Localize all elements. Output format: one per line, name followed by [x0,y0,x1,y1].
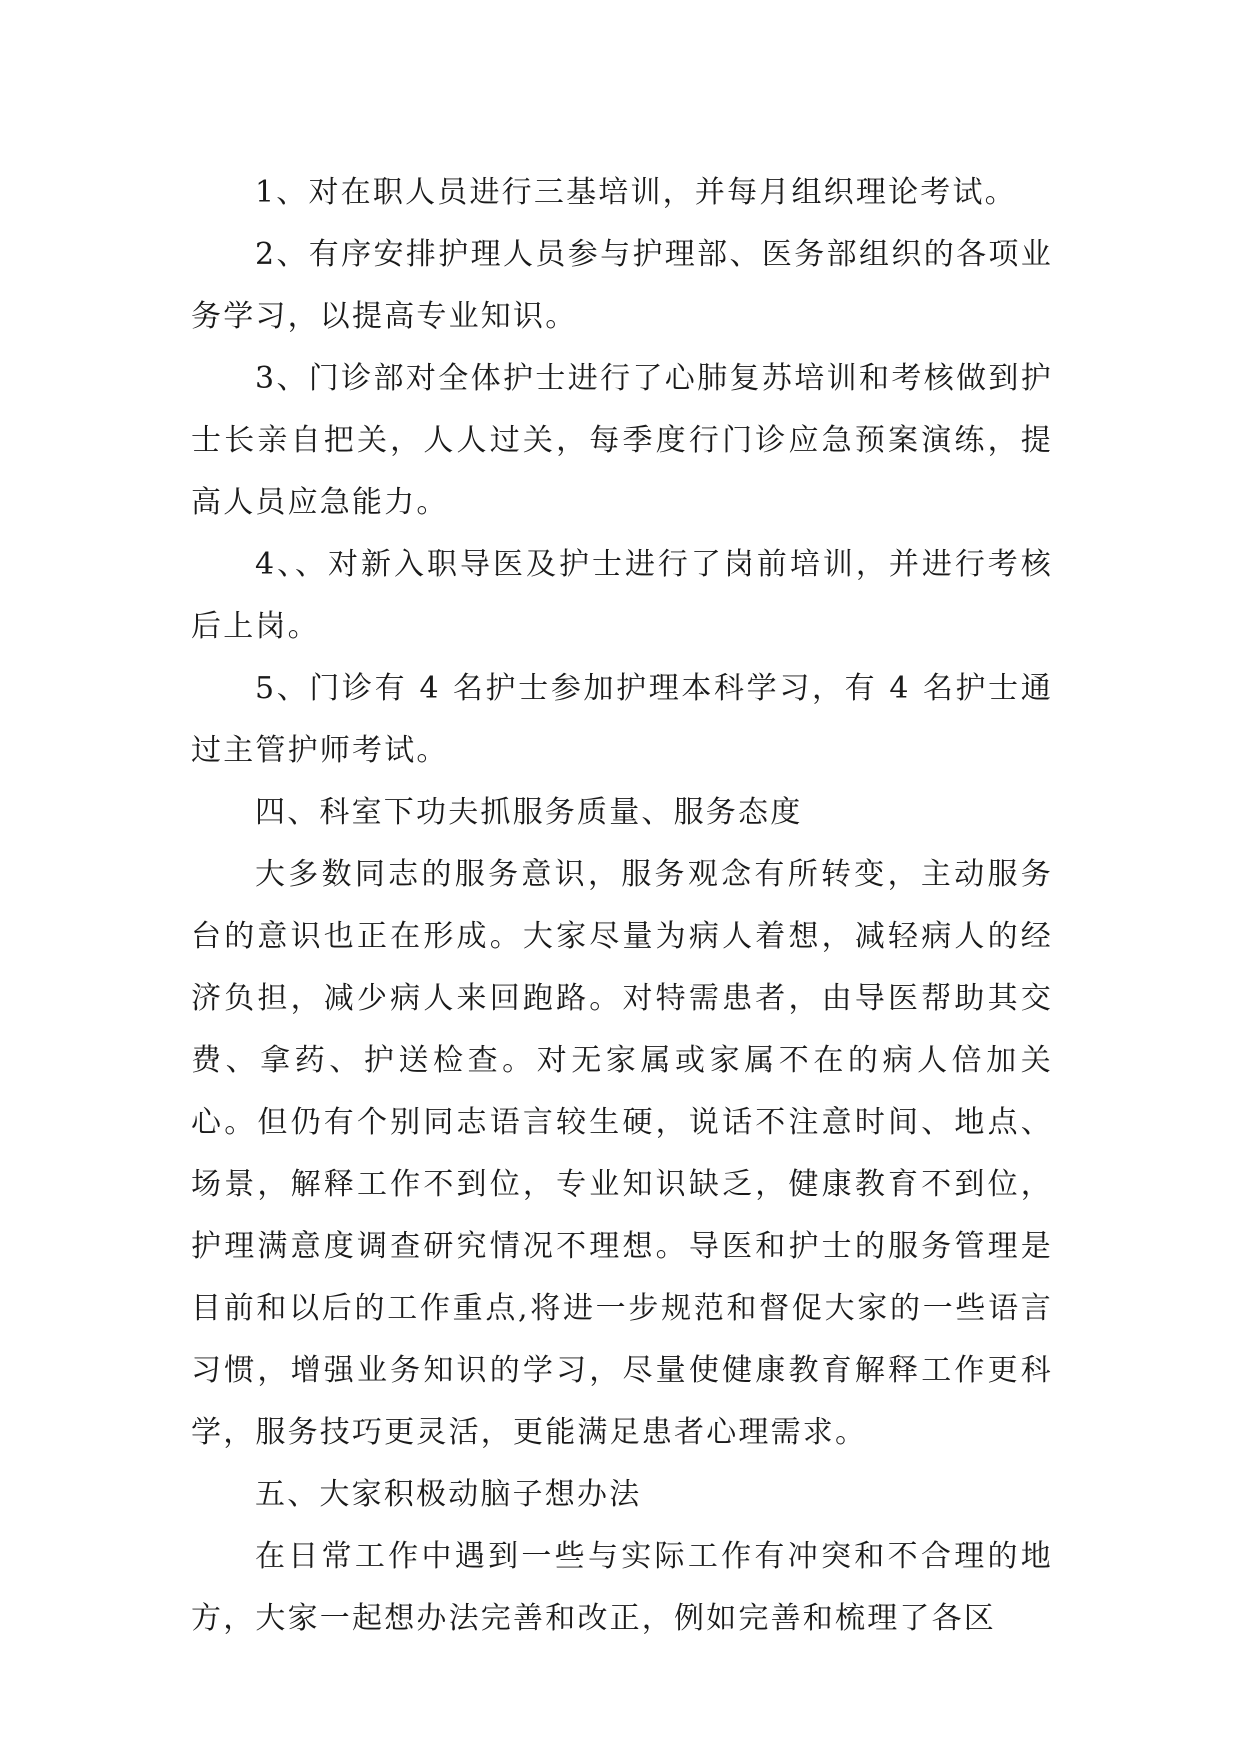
section-heading-service-quality: 四、科室下功夫抓服务质量、服务态度 [255,795,803,830]
document-body [191,162,1053,1650]
paragraph-service-attitude: 大多数同志的服务意识，服务观念有所转变，主动服务台的意识也正在形成。大家尽量为病人着想，减轻病人的经济负担，减少病人来回跑路。对特需患者，由导医帮助其交费、拿药、护送检查。对无家属或家属不在的病人倍加关心。但仍有个别同志语言较生硬，说话不注意时间、地点、场景，解释工作不到位，专业知识缺乏，健康教育不到位，护理满意度调查研究情况不理想。导医和护士的服务管理是目前和以后的工作重点,将进一步规范和督促大家的一些语言习惯，增强业务知识的学习，尽量使健康教育解释工作更科学，服务技巧更灵活，更能满足患者心理需求。 [191,857,1053,1450]
section-heading-brainstorm: 五、大家积极动脑子想办法 [255,1477,642,1512]
paragraph-daily-work: 在日常工作中遇到一些与实际工作有冲突和不合理的地方，大家一起想办法完善和改正，例如完善和梳理了各区 [191,1539,1053,1636]
paragraph-nurse-study: 5、门诊有 4 名护士参加护理本科学习，有 4 名护士通过主管护师考试。 [191,671,1053,768]
paragraph-cpr-training: 3、门诊部对全体护士进行了心肺复苏培训和考核做到护士长亲自把关，人人过关，每季度行门诊应急预案演练，提高人员应急能力。 [191,361,1053,520]
paragraph-training-exam: 1、对在职人员进行三基培训，并每月组织理论考试。 [255,175,1017,210]
paragraph-pre-job-training: 4、、对新入职导医及护士进行了岗前培训，并进行考核后上岗。 [191,547,1053,644]
paragraph-business-study: 2、有序安排护理人员参与护理部、医务部组织的各项业务学习，以提高专业知识。 [191,237,1053,334]
